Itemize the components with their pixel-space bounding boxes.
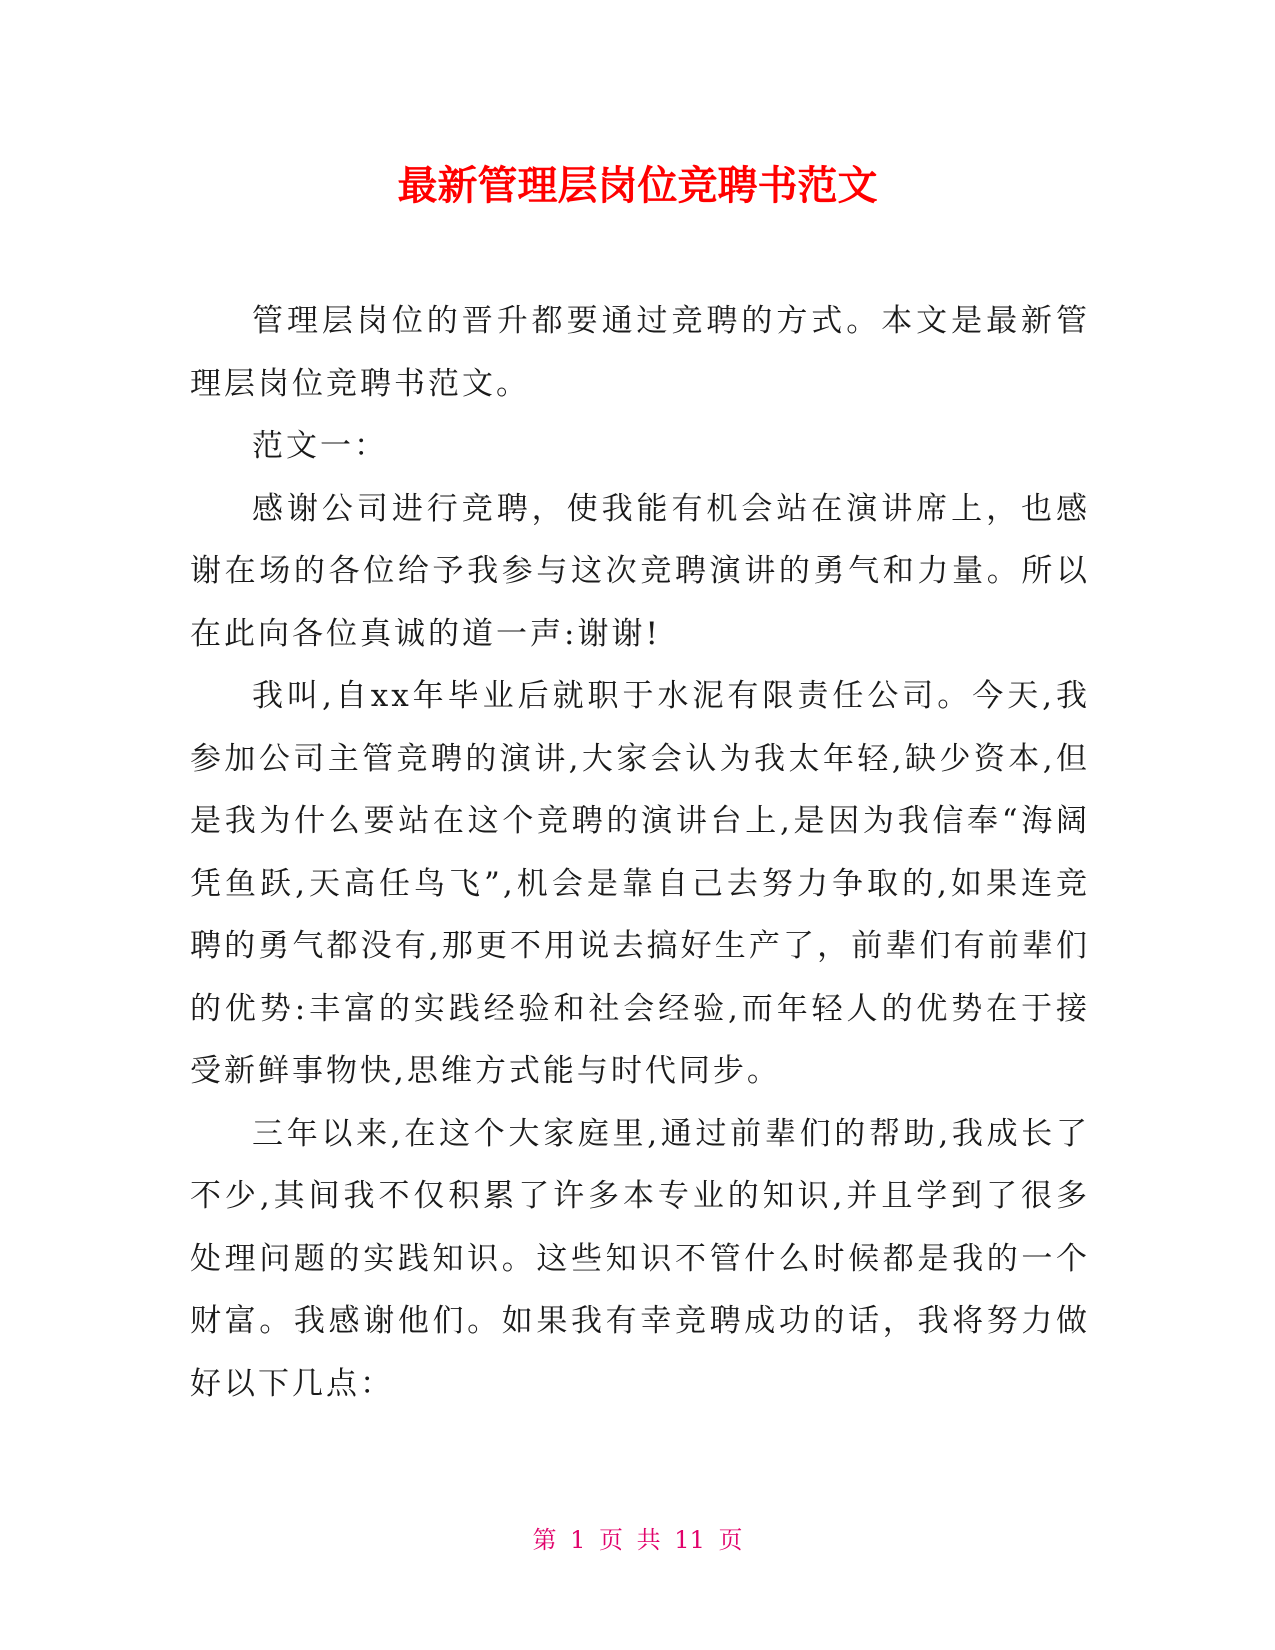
- paragraph-intro: 管理层岗位的晋升都要通过竞聘的方式。本文是最新管理层岗位竞聘书范文。: [190, 303, 1090, 402]
- paragraph-thanks: 感谢公司进行竞聘，使我能有机会站在演讲席上，也感谢在场的各位给予我参与这次竞聘演讲的勇气和力量。所以在此向各位真诚的道一声:谢谢!: [190, 490, 1090, 652]
- document-body: [190, 290, 1090, 1415]
- page-number-footer: 第 1 页 共 11 页: [532, 1526, 743, 1554]
- paragraph-introduction: 我叫,自xx年毕业后就职于水泥有限责任公司。今天,我参加公司主管竞聘的演讲,大家会认为我太年轻,缺少资本,但是我为什么要站在这个竞聘的演讲台上,是因为我信奉“海阔凭鱼跃,天高任鸟飞”,机会是靠自己去努力争取的,如果连竞聘的勇气都没有,那更不用说去搞好生产了，前辈们有前辈们的优势:丰富的实践经验和社会经验,而年轻人的优势在于接受新鲜事物快,思维方式能与时代同步。: [190, 678, 1090, 1089]
- paragraph-sample-heading: 范文一：: [252, 428, 388, 464]
- paragraph-experience: 三年以来,在这个大家庭里,通过前辈们的帮助,我成长了不少,其间我不仅积累了许多本专业的知识,并且学到了很多处理问题的实践知识。这些知识不管什么时候都是我的一个财富。我感谢他们。如果我有幸竞聘成功的话，我将努力做好以下几点：: [190, 1115, 1090, 1402]
- page-title: 最新管理层岗位竞聘书范文: [397, 163, 878, 209]
